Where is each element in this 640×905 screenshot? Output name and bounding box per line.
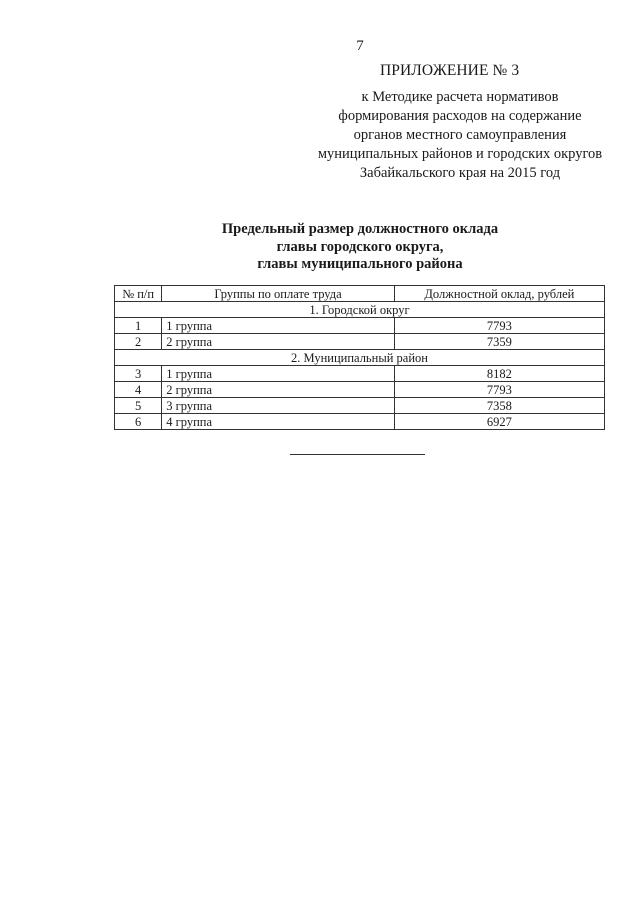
- document-title: [160, 221, 560, 274]
- row-group: 4 группа: [162, 414, 394, 430]
- document-title-line: Предельный размер должностного оклада: [221, 221, 499, 237]
- salary-table: [114, 285, 605, 430]
- column-header-group: Группы по оплате труда: [162, 286, 394, 302]
- appendix-subtitle-line: к Методике расчета нормативов: [361, 89, 559, 105]
- section-title: 2. Муниципальный район: [115, 350, 605, 366]
- column-header-number: № п/п: [115, 286, 162, 302]
- appendix-subtitle-line: формирования расходов на содержание: [338, 108, 582, 124]
- row-group: 1 группа: [162, 366, 394, 382]
- page-number: 7: [356, 38, 364, 54]
- section-title: 1. Городской округ: [115, 302, 605, 318]
- section-row-municipal-district: [115, 350, 605, 366]
- row-number: 5: [115, 398, 162, 414]
- document-title-line: главы муниципального района: [257, 256, 463, 272]
- row-number: 6: [115, 414, 162, 430]
- row-group: 2 группа: [162, 334, 394, 350]
- row-group: 2 группа: [162, 382, 394, 398]
- row-salary: 7793: [394, 318, 604, 334]
- row-number: 3: [115, 366, 162, 382]
- row-group: 3 группа: [162, 398, 394, 414]
- column-header-salary: Должностной оклад, рублей: [394, 286, 604, 302]
- table-row: [115, 382, 605, 398]
- section-row-city-district: [115, 302, 605, 318]
- appendix-subtitle: [300, 88, 620, 183]
- row-salary: 7793: [394, 382, 604, 398]
- row-salary: 8182: [394, 366, 604, 382]
- row-salary: 7358: [394, 398, 604, 414]
- appendix-subtitle-line: органов местного самоуправления: [353, 127, 567, 143]
- table-row: [115, 334, 605, 350]
- table-row: [115, 318, 605, 334]
- row-group: 1 группа: [162, 318, 394, 334]
- row-number: 4: [115, 382, 162, 398]
- row-salary: 6927: [394, 414, 604, 430]
- table-row: [115, 398, 605, 414]
- table-header-row: [115, 286, 605, 302]
- appendix-subtitle-line: Забайкальского края на 2015 год: [359, 165, 561, 181]
- row-salary: 7359: [394, 334, 604, 350]
- appendix-subtitle-line: муниципальных районов и городских округов: [317, 146, 603, 162]
- document-title-line: главы городского округа,: [276, 238, 444, 255]
- appendix-title: ПРИЛОЖЕНИЕ № 3: [380, 62, 520, 79]
- row-number: 2: [115, 334, 162, 350]
- signature-rule: [290, 454, 425, 455]
- table-row: [115, 414, 605, 430]
- table-row: [115, 366, 605, 382]
- row-number: 1: [115, 318, 162, 334]
